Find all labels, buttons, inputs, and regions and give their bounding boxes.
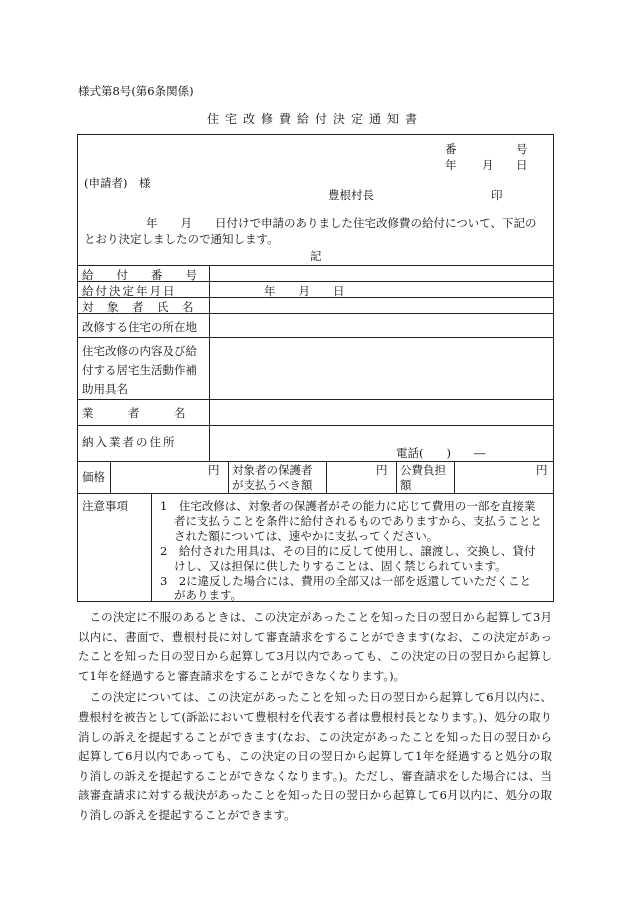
day-label: 日	[516, 158, 528, 172]
guardian-amount-label-2: が支払うべき額	[232, 478, 313, 492]
note-3-line-2: があります。	[174, 588, 243, 602]
content-label-line-3: 助用具名	[82, 382, 128, 396]
contractor-label: 業 者 名	[82, 406, 186, 420]
applicant-line: (申請者) 様	[84, 176, 151, 190]
guardian-yen: 円	[376, 463, 388, 477]
intro-line-1: 年 月 日付けで申請のありました住宅改修費の給付について、下記の	[146, 216, 537, 230]
contractor-address-label: 納入業者の住所	[82, 435, 177, 449]
note-1-line-1: 1 住宅改修は、対象者の保護者がその能力に応じて費用の一部を直接業	[160, 499, 536, 513]
ki-mark: 記	[310, 249, 322, 263]
note-3-line-1: 3 2に違反した場合には、費用の全部又は一部を返還していただくこと	[160, 574, 532, 588]
rule	[78, 399, 553, 400]
rule	[78, 425, 553, 426]
public-amount-label-2: 額	[400, 478, 412, 492]
sender-name: 豊根村長	[328, 188, 374, 202]
document-title: 住宅改修費給付決定通知書	[206, 112, 423, 126]
seal-mark: 印	[491, 188, 503, 202]
go-label: 号	[516, 142, 528, 156]
column-divider	[228, 461, 229, 493]
column-divider	[110, 461, 111, 493]
public-amount-label-1: 公費負担	[400, 463, 446, 477]
notes-label: 注意事項	[82, 499, 128, 513]
phone-line: 電話( ) ―	[396, 446, 486, 460]
content-label-line-1: 住宅改修の内容及び給	[82, 344, 197, 358]
decision-date-label: 給付決定年月日	[82, 284, 177, 298]
note-1-line-2: 者に支払うことを条件に給付されるものでありますから、支払うことと	[174, 514, 542, 528]
column-divider	[396, 461, 397, 493]
year-label: 年	[445, 158, 457, 172]
house-location-label: 改修する住宅の所在地	[82, 320, 197, 334]
payment-number-label: 給 付 番 号	[82, 268, 197, 282]
rule	[78, 461, 553, 462]
public-yen: 円	[536, 463, 548, 477]
rule	[78, 337, 553, 338]
column-divider	[326, 461, 327, 493]
appeal-paragraph-2: この決定については、この決定があったことを知った日の翌日から起算して6月以内に、豊根村を被告として(訴訟において豊根村を代表する者は豊根村長となります。)、処分の取り消しの訴えを提起することができます(なお、この決定があったことを知った日の翌日から起算して6月以内であっても、この決定の日の翌日から起算して1年を経過すると処分の取り消しの訴えを提起することができなくなります。)。ただし、審査請求をした場合には、当該審査請求に対する裁決があったことを知った日の翌日から起算して6月以内に、処分の取り消しの訴えを提起することができます。	[78, 690, 552, 822]
intro-line-2: とおり決定しましたので通知します。	[84, 232, 279, 246]
decision-date-value: 年 月 日	[264, 284, 345, 298]
price-label: 価格	[82, 470, 105, 484]
form-number: 様式第8号(第6条関係)	[78, 84, 194, 98]
appeal-paragraph-1: この決定に不服のあるときは、この決定があったことを知った日の翌日から起算して3月以内に、書面で、豊根村長に対して審査請求をすることができます(なお、この決定があったことを知った日の翌日から起算して3月以内であっても、この決定の日の翌日から起算して1年を経過すると審査請求をすることができなくなります。)。	[78, 610, 552, 683]
column-divider	[454, 461, 455, 493]
column-divider	[151, 493, 152, 601]
number-label: 番	[445, 142, 457, 156]
month-label: 月	[482, 158, 494, 172]
note-2-line-1: 2 給付された用具は、その目的に反して使用し、譲渡し、交換し、貸付	[160, 544, 536, 558]
target-name-label: 対 象 者 氏 名	[82, 300, 195, 314]
rule	[78, 265, 553, 266]
notes-box	[77, 493, 554, 602]
price-yen: 円	[208, 463, 220, 477]
column-divider	[209, 265, 210, 461]
content-label-line-2: 付する居宅生活動作補	[82, 363, 197, 377]
form-table	[77, 134, 554, 494]
guardian-amount-label-1: 対象者の保護者	[232, 463, 313, 477]
appeal-notice	[78, 608, 552, 826]
note-2-line-2: けし、又は担保に供したりすることは、固く禁じられています。	[174, 559, 507, 573]
note-1-line-3: された額については、速やかに支払ってください。	[174, 529, 439, 543]
